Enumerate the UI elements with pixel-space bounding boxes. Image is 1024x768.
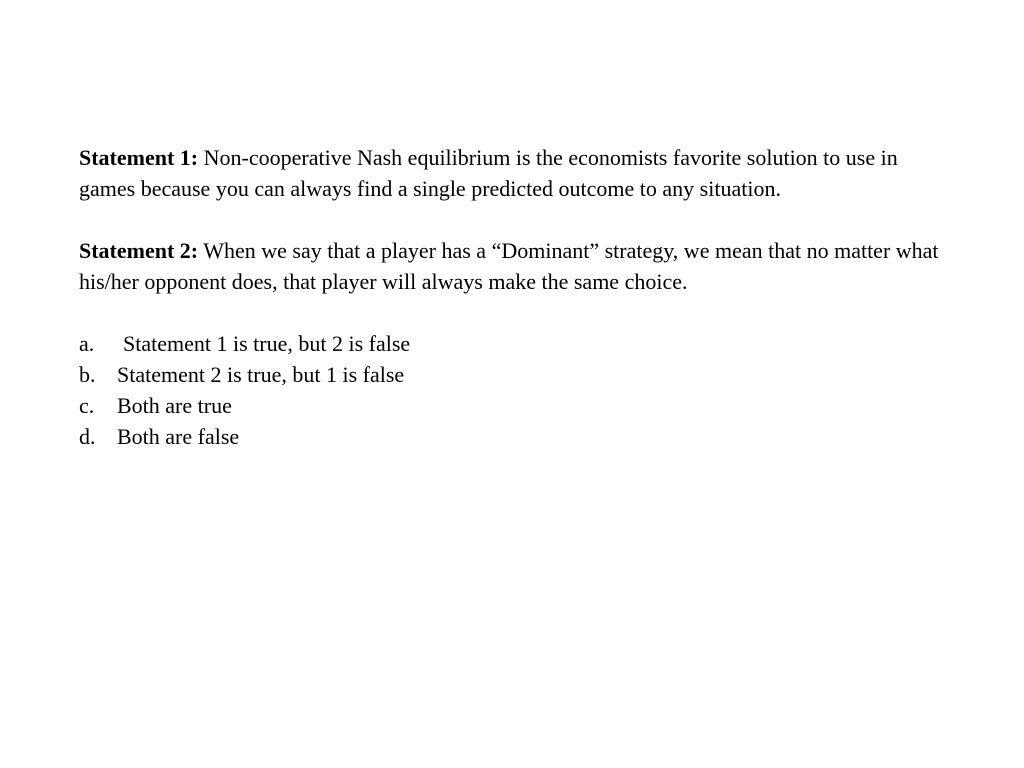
option-d-letter: d. bbox=[79, 424, 96, 449]
answer-options bbox=[79, 328, 959, 452]
option-b-letter: b. bbox=[79, 362, 96, 387]
statement-1 bbox=[79, 142, 959, 204]
statement-2 bbox=[79, 235, 959, 297]
option-a-text: Statement 1 is true, but 2 is false bbox=[123, 331, 411, 356]
question-content bbox=[79, 142, 959, 452]
statement-1-label: Statement 1: bbox=[79, 145, 199, 170]
option-b-text: Statement 2 is true, but 1 is false bbox=[117, 362, 405, 387]
option-c-text: Both are true bbox=[117, 393, 232, 418]
option-c bbox=[79, 390, 959, 421]
option-a-letter: a. bbox=[79, 331, 95, 356]
statement-1-text: Non-cooperative Nash equilibrium is the economists favorite solution to use in games because you can always find a single predicted outcome to any situation. bbox=[79, 145, 898, 201]
option-d-text: Both are false bbox=[117, 424, 240, 449]
option-d bbox=[79, 421, 959, 452]
option-c-letter: c. bbox=[79, 393, 95, 418]
option-a bbox=[79, 328, 959, 359]
statement-2-label: Statement 2: bbox=[79, 238, 199, 263]
statement-2-text: When we say that a player has a “Dominant” strategy, we mean that no matter what his/her opponent does, that player will always make the same choice. bbox=[79, 238, 939, 294]
option-b bbox=[79, 359, 959, 390]
